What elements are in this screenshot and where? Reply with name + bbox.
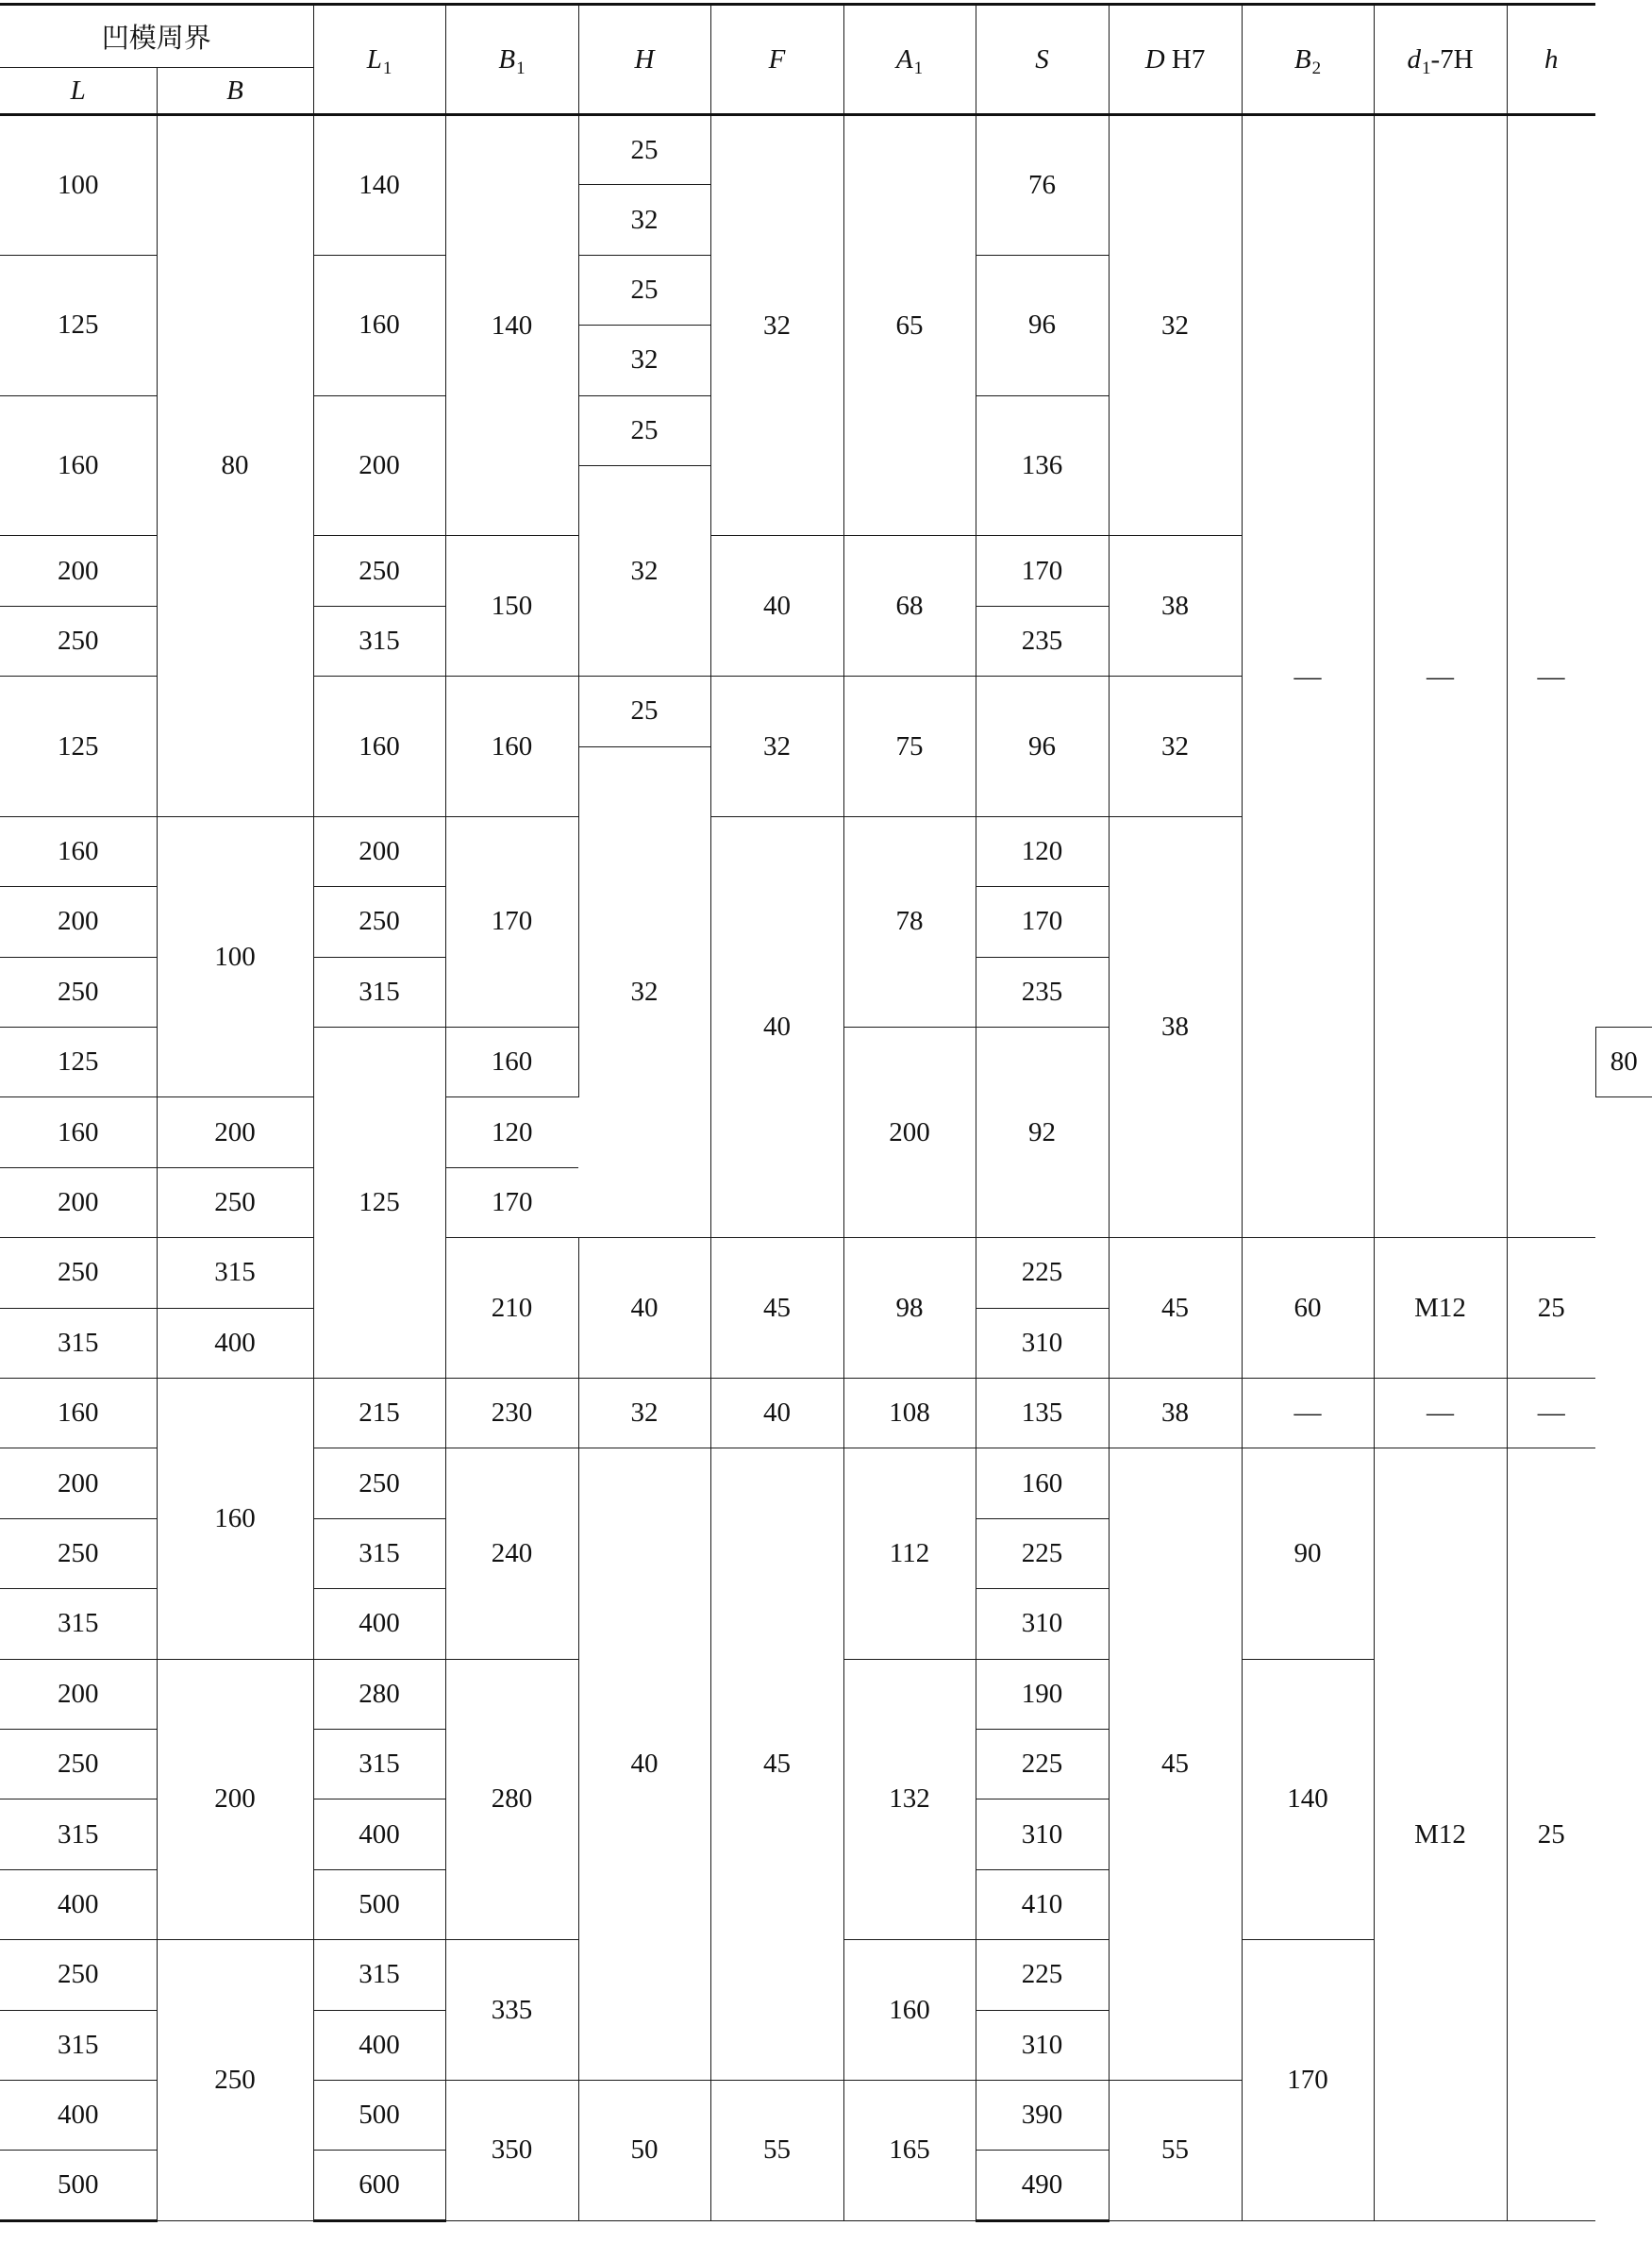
table-cell: 200 bbox=[157, 1659, 313, 1940]
table-cell: 230 bbox=[445, 1379, 578, 1448]
table-cell: 225 bbox=[976, 1729, 1109, 1799]
table-cell: 32 bbox=[1109, 677, 1242, 817]
table-cell: 200 bbox=[313, 816, 445, 886]
table-cell: 200 bbox=[0, 1659, 157, 1729]
table-cell: 76 bbox=[976, 115, 1109, 256]
table-cell: 225 bbox=[976, 1940, 1109, 2010]
table-cell: 225 bbox=[976, 1518, 1109, 1588]
table-row bbox=[0, 1238, 1652, 1308]
table-cell: 170 bbox=[445, 1167, 578, 1237]
header-d1: $d_1-7H$ bbox=[1374, 5, 1507, 115]
table-cell: 390 bbox=[976, 2080, 1109, 2150]
table-cell: 120 bbox=[976, 816, 1109, 886]
table-cell: 92 bbox=[976, 1028, 1109, 1238]
table-cell: 78 bbox=[843, 816, 976, 1027]
table-cell: 280 bbox=[313, 1659, 445, 1729]
header-b1: $B_1$ bbox=[445, 5, 578, 115]
table-cell: 310 bbox=[976, 1589, 1109, 1659]
table-cell: 315 bbox=[157, 1238, 313, 1308]
header-a1: $A_1$ bbox=[843, 5, 976, 115]
header-l: L bbox=[0, 68, 157, 115]
table-cell: 125 bbox=[0, 677, 157, 817]
table-cell: 125 bbox=[313, 1028, 445, 1379]
table-cell: 80 bbox=[1595, 1028, 1652, 1097]
table-cell: 160 bbox=[0, 816, 157, 886]
table-cell: 170 bbox=[976, 887, 1109, 957]
table-cell: M12 bbox=[1374, 1448, 1507, 2220]
table-cell: 40 bbox=[710, 1379, 843, 1448]
table-cell: 490 bbox=[976, 2151, 1109, 2220]
table-cell: 40 bbox=[710, 536, 843, 677]
table-cell: 315 bbox=[0, 1799, 157, 1869]
header-b: B bbox=[157, 68, 313, 115]
table-cell: 315 bbox=[313, 957, 445, 1027]
table-cell: 32 bbox=[1109, 115, 1242, 536]
table-cell: 38 bbox=[1109, 536, 1242, 677]
table-cell: 280 bbox=[445, 1659, 578, 1940]
header-s: S bbox=[976, 5, 1109, 115]
table-cell: 210 bbox=[445, 1238, 578, 1379]
table-cell: 125 bbox=[0, 1028, 157, 1097]
table-cell: 410 bbox=[976, 1869, 1109, 1939]
table-cell: 132 bbox=[843, 1659, 976, 1940]
table-cell: 25 bbox=[578, 395, 710, 465]
table-cell: 25 bbox=[1507, 1238, 1595, 1379]
header-row-1 bbox=[0, 5, 1652, 68]
table-cell: 160 bbox=[445, 1028, 578, 1097]
table-cell: 100 bbox=[157, 816, 313, 1097]
table-cell: 250 bbox=[313, 1448, 445, 1518]
table-cell: 500 bbox=[313, 2080, 445, 2150]
table-cell: 45 bbox=[710, 1448, 843, 2081]
table-cell: — bbox=[1242, 115, 1374, 1238]
table-cell: 80 bbox=[157, 115, 313, 817]
table-cell: 98 bbox=[843, 1238, 976, 1379]
table-cell: 25 bbox=[578, 115, 710, 185]
table-cell: 400 bbox=[313, 2010, 445, 2080]
table-cell: 38 bbox=[1109, 1379, 1242, 1448]
table-cell: 315 bbox=[313, 606, 445, 676]
table-cell: 400 bbox=[313, 1799, 445, 1869]
table-cell: 55 bbox=[1109, 2080, 1242, 2220]
table-cell: 32 bbox=[578, 465, 710, 676]
table-cell: — bbox=[1507, 115, 1595, 1238]
table-cell: 250 bbox=[0, 1729, 157, 1799]
table-cell: 335 bbox=[445, 1940, 578, 2081]
table-cell: 200 bbox=[0, 536, 157, 606]
table-cell: 160 bbox=[445, 677, 578, 817]
table-cell: — bbox=[1374, 1379, 1507, 1448]
table-cell: 250 bbox=[0, 1238, 157, 1308]
table-cell: 215 bbox=[313, 1379, 445, 1448]
table-cell: 160 bbox=[0, 1379, 157, 1448]
table-cell: 120 bbox=[445, 1097, 578, 1167]
table-cell: 160 bbox=[0, 395, 157, 536]
table-cell: 32 bbox=[578, 326, 710, 395]
table-cell: 200 bbox=[313, 395, 445, 536]
table-cell: 200 bbox=[157, 1097, 313, 1167]
table-cell: 32 bbox=[578, 185, 710, 255]
table-cell: 250 bbox=[157, 1940, 313, 2221]
table-cell: 96 bbox=[976, 255, 1109, 395]
table-cell: 160 bbox=[313, 255, 445, 395]
table-cell: 32 bbox=[578, 1379, 710, 1448]
table-cell: 165 bbox=[843, 2080, 976, 2220]
table-cell: 200 bbox=[0, 887, 157, 957]
table-cell: 250 bbox=[313, 887, 445, 957]
table-cell: 315 bbox=[313, 1518, 445, 1588]
table-cell: 160 bbox=[843, 1940, 976, 2081]
table-cell: 170 bbox=[445, 816, 578, 1027]
table-body bbox=[0, 115, 1652, 2221]
table-cell: 40 bbox=[578, 1238, 710, 1379]
table-cell: 500 bbox=[0, 2151, 157, 2220]
table-cell: 315 bbox=[0, 1589, 157, 1659]
table-cell: 400 bbox=[0, 2080, 157, 2150]
table-cell: 315 bbox=[313, 1940, 445, 2010]
table-cell: 400 bbox=[313, 1589, 445, 1659]
table-cell: 350 bbox=[445, 2080, 578, 2220]
table-cell: 150 bbox=[445, 536, 578, 677]
table-cell: 160 bbox=[976, 1448, 1109, 1518]
table-cell: 200 bbox=[0, 1167, 157, 1237]
table-cell: 32 bbox=[578, 746, 710, 1238]
table-cell: 40 bbox=[710, 816, 843, 1237]
table-cell: 225 bbox=[976, 1238, 1109, 1308]
table-cell: 55 bbox=[710, 2080, 843, 2220]
table-cell: 75 bbox=[843, 677, 976, 817]
table-cell: 112 bbox=[843, 1448, 976, 1659]
table-cell: 40 bbox=[578, 1448, 710, 2081]
header-h-lower: h bbox=[1507, 5, 1595, 115]
table-cell: 250 bbox=[0, 606, 157, 676]
table-cell: 108 bbox=[843, 1379, 976, 1448]
table-cell: 68 bbox=[843, 536, 976, 677]
table-cell: 96 bbox=[976, 677, 1109, 817]
table-cell: — bbox=[1374, 115, 1507, 1238]
table-cell: 170 bbox=[976, 536, 1109, 606]
table-row bbox=[0, 115, 1652, 185]
table-cell: 25 bbox=[578, 255, 710, 325]
table-cell: 250 bbox=[0, 957, 157, 1027]
table-cell: 250 bbox=[313, 536, 445, 606]
table-cell: 32 bbox=[710, 115, 843, 536]
table-cell: 200 bbox=[0, 1448, 157, 1518]
table-cell: 160 bbox=[313, 677, 445, 817]
header-h: H bbox=[578, 5, 710, 115]
table-cell: 315 bbox=[313, 1729, 445, 1799]
table-cell: 160 bbox=[0, 1097, 157, 1167]
table-cell: 235 bbox=[976, 957, 1109, 1027]
header-die-perimeter: 凹模周界 bbox=[0, 5, 313, 68]
table-cell: 250 bbox=[157, 1167, 313, 1237]
table-cell: 32 bbox=[710, 677, 843, 817]
table-cell: 90 bbox=[1242, 1448, 1374, 1659]
table-cell: 140 bbox=[313, 115, 445, 256]
table-cell: 65 bbox=[843, 115, 976, 536]
table-cell: 600 bbox=[313, 2151, 445, 2220]
table-cell: 50 bbox=[578, 2080, 710, 2220]
table-cell: 45 bbox=[710, 1238, 843, 1379]
table-cell: — bbox=[1507, 1379, 1595, 1448]
table-cell: 190 bbox=[976, 1659, 1109, 1729]
table-cell: 136 bbox=[976, 395, 1109, 536]
table-cell: 25 bbox=[1507, 1448, 1595, 2220]
header-d: D H7 bbox=[1109, 5, 1242, 115]
table-cell: — bbox=[1242, 1379, 1374, 1448]
table-cell: 250 bbox=[0, 1518, 157, 1588]
table-cell: 400 bbox=[157, 1308, 313, 1378]
table-cell: 38 bbox=[1109, 816, 1242, 1237]
table-cell: 310 bbox=[976, 2010, 1109, 2080]
table-cell: 310 bbox=[976, 1308, 1109, 1378]
table-cell: 140 bbox=[1242, 1659, 1374, 1940]
table-row bbox=[0, 1379, 1652, 1448]
table-cell: M12 bbox=[1374, 1238, 1507, 1379]
header-b2: $B_2$ bbox=[1242, 5, 1374, 115]
table-cell: 200 bbox=[843, 1028, 976, 1238]
die-dimension-table bbox=[0, 3, 1652, 2222]
table-cell: 240 bbox=[445, 1448, 578, 1659]
table-cell: 500 bbox=[313, 1869, 445, 1939]
table-cell: 160 bbox=[157, 1379, 313, 1660]
table-cell: 250 bbox=[0, 1940, 157, 2010]
table-cell: 135 bbox=[976, 1379, 1109, 1448]
table-cell: 100 bbox=[0, 115, 157, 256]
table-cell: 310 bbox=[976, 1799, 1109, 1869]
table-cell: 45 bbox=[1109, 1238, 1242, 1379]
table-cell: 235 bbox=[976, 606, 1109, 676]
table-cell: 140 bbox=[445, 115, 578, 536]
table-cell: 60 bbox=[1242, 1238, 1374, 1379]
header-l1: $L_1$ bbox=[313, 5, 445, 115]
table-cell: 45 bbox=[1109, 1448, 1242, 2081]
table-cell: 400 bbox=[0, 1869, 157, 1939]
table-cell: 170 bbox=[1242, 1940, 1374, 2221]
table-cell: 315 bbox=[0, 1308, 157, 1378]
table-cell: 25 bbox=[578, 677, 710, 746]
header-f: F bbox=[710, 5, 843, 115]
table-cell: 315 bbox=[0, 2010, 157, 2080]
table-cell: 125 bbox=[0, 255, 157, 395]
